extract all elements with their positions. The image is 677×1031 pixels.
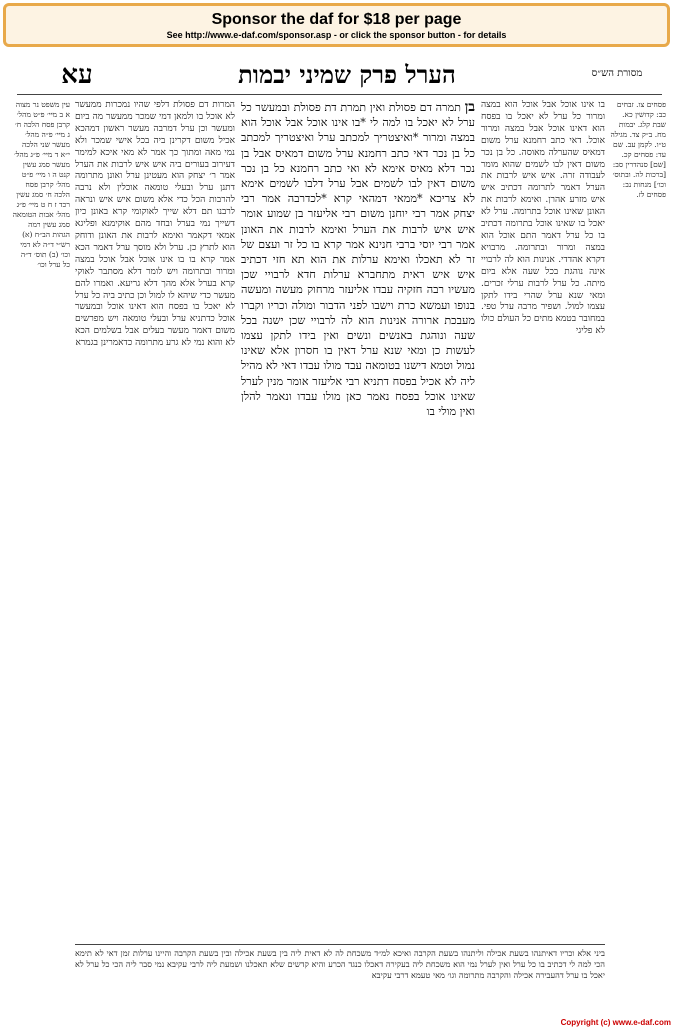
page-header-title: הערל פרק שמיני יבמות [238,60,456,89]
gemara-text: תמרה דם פסולת ואין תמרת דת פסולת ובמעשר כל ערל לא יאכל בו למה לי *בו אינו אוכל אבל אוכל הוא במצה ומרור *ואיצטריך למכתב ערל ואיצטריך למכתב כל בן נכר דאי כתב רחמנא ערל משום דמאיס אבל בן נכר דלא מאיס אימא לא ואי כתב רחמנא כל בן נכר משום דאין לבו לשמים אבל ערל דלבו לשמים אימא לא צריכא *ממאי דמהאי קרא *לכדרבה אמר רבי יצחק אמר רבי יוחנן משום רבי אליעזר בן שמוע אומר איש איש לרבות את הערל ואימא לרבות את האונן אמר רבי יוסי ברבי חנינא אמר קרא בו כל זר ועצם של זר לא תאכלו ואימא ערלות את הוא תא חזי דכתיב איש איש ראית מתחברא ערלות חדא לרבויי שכן מעשיו רבה חזקיה עבדו אליעזר מרחוק מעשה ומעשה בנופו ועמשא כרת וישבו לפני הדבור ומולה וכריו וקברו מעבכת ארורה אנינות הוא לה לרבויי שכן ישנה בכל שעה ונוהגת באנשים ונשים ואין בידו לתקן עצמו לעשות כן ומאי שנא ערל דאין בו חסרון אלא שאינו נמול וטמא דישנו בטומאה עבד מולו עבדו דאי לא מהיל ליה לא אכיל בפסח דתניא רבי אליעזר אומר מנין לערל שאינו אוכל בפסח נאמר כאן מולו עבדו ונאמר להלן ואין מולי בו [241,101,475,419]
ein-mishpat-column: עין משפט נר מצוה א ב מיי׳ פ״ט מהל׳ קרבן פסח הלכה ח׳ ג מיי׳ פ״ה מהל׳ מעשר שני הלכה י״א ד מיי׳ פ״ג מהל׳ מעשר סמג עשין קנט ה ו מיי׳ פ״ט מהל׳ קרבן פסח הלכה ח׳ סמג עשין רכד ז ח ט מיי׳ פ״ג מהל׳ אבות הטומאה סמג עשין רמה הגהות הב״ח (א) רש״י ד״ה לא דמי וכו׳ (ב) תוס׳ ד״ה כל ערל וכו׳ [12,100,70,269]
sponsor-banner[interactable] [3,3,670,47]
tosafot-column [75,100,235,940]
gemara-opening-word: בן [464,100,475,115]
rashi-column: בו אינו אוכל אבל אוכל הוא במצה ומרור כל ערל לא יאכל בו בפסח הוא דאינו אוכל אבל במצה ומרור אוכל. דאי כתב רחמנא ערל משום דמאיס שהערלה מאוסה. כל בן נכר משום דאין לבו לשמים שהוא מומר לעבודה זרה. איש איש לרבות את הערל דאמר לתרומה דכתיב איש איש מזרע אהרן. ואימא לרבות את האונן שאינו אוכל בתרומה. ערל לא יאכל בו שאינו אוכל בתרומה דכתיב בו כל ערל דאמר התם אוכל הוא במצה ומרור ובתרומה. מרבויא דקרא אהדדי. אנינות הוא לה לרבויי אינה נוהגת בכל שעה אלא ביום מיתה. כל ערל לרבות ערלי זכרים. ומאי שנא ערל שהרי בידו לתקן עצמו למול. ושפיר מרבה ערל טפי. במחובר בטמא מתים כל העולם כולו לא פליגי [481,100,605,337]
gemara-column [241,100,475,930]
sponsor-title[interactable]: Sponsor the daf for $18 per page [211,11,462,28]
copyright-link[interactable]: Copyright (c) www.e-daf.com [560,1018,671,1027]
header-rule [17,94,662,95]
talmud-page [7,52,671,1014]
masoret-hashas-column: פסחים צו. זבחים כב: קדושין כא. שבת קלג. יבמות מח. ב״ק צד. מגילה ט״ו. לקמן עב. שם עד: פסחים קכ. [שם] סנהדרין סב: [ברכות לה. ובתוס׳ וכו׳] מנחות נב: פסחים לז. [610,100,666,199]
page-folio: עא [61,60,93,90]
tosafot-text: המרות דם פסולת דלפי שהיו נמכרות ממעשר לא אוכל בו ולמאן דמי שמכר ממעשר מה ביום ומעשר וכן ערל דמרבה מעשר ראשון דמהכא אכיל משום דקרינן ביה בכל אישי שמכר ולא נמי מאה ומתוך כך אמר לא מאי איכא למימר דעירוב בעורים ביה איש איש לרבות את הערל אמר ר׳ יצחק הוא מעטינן ערל ואונן מתרומה דתנן ערל ובעלי טומאה אוכלין ולא נרבה להרבות הכל כדי אלא משום איש איש ונראה לרבנו תם דלא שייך לאוקומי קרא באונן כיון דשייך נמי בערל ובחד מהם אוקימנא ופליגא אמאי דקאמר ואימא לרבות את האונן ודוחק הוא לתרץ כן. ערל ולא מוסך ערל דאמר הכא אמר קרא בו בו אינו אוכל אבל אוכל במצה ומרור ובתרומה ויש לומר דלא מסתבר לאוקי קרא בערל אלא מהך דלא גריעא. ואמרו להם מעשר כדי שיהא לו למול וכן כתיב ביה כל ערל לא יאכל בו בפסח הוא דאינו אוכל ובמעשר אוכל כדתניא ערל ובעלי טומאה ויש מפרשים משום דאמר מעשר בעלים אבל בשלמים הכא לא והוא נמי לא גרע מתרומה כדאמרינן בגמרא [75,100,235,349]
sponsor-subtitle[interactable]: See http://www.e-daf.com/sponsor.asp - or click the sponsor button - for details [166,30,507,40]
bottom-rule [75,944,605,945]
bottom-commentary: ביני אלא וכריו דאיתנהו בשעת אכילה וליתנהו בשעת הקרבה ואיכא למ״ד משכחת לה לא דאית ליה בין בשעת אכילה ובין בשעת הקרבה והיינו ערלות זמן דאי לא תימא הכי למה לי דכתיב בו כל ערל ואין לערל נמי הוא משכחת ליה בעקירה דאכלו כנגד הכרע והיא קדשים שלא תאכלנו ושמעת ליה לרבי עקיבא נמי סבר ליה הכי כל ערל לא יאכל בו ערל דהעבירה אכילה והקרבה מתרומה וגו׳ מאי טעמא דרבי עקיבא [75,948,605,981]
masoret-hashas-label: מסורת הש״ס [591,68,643,79]
